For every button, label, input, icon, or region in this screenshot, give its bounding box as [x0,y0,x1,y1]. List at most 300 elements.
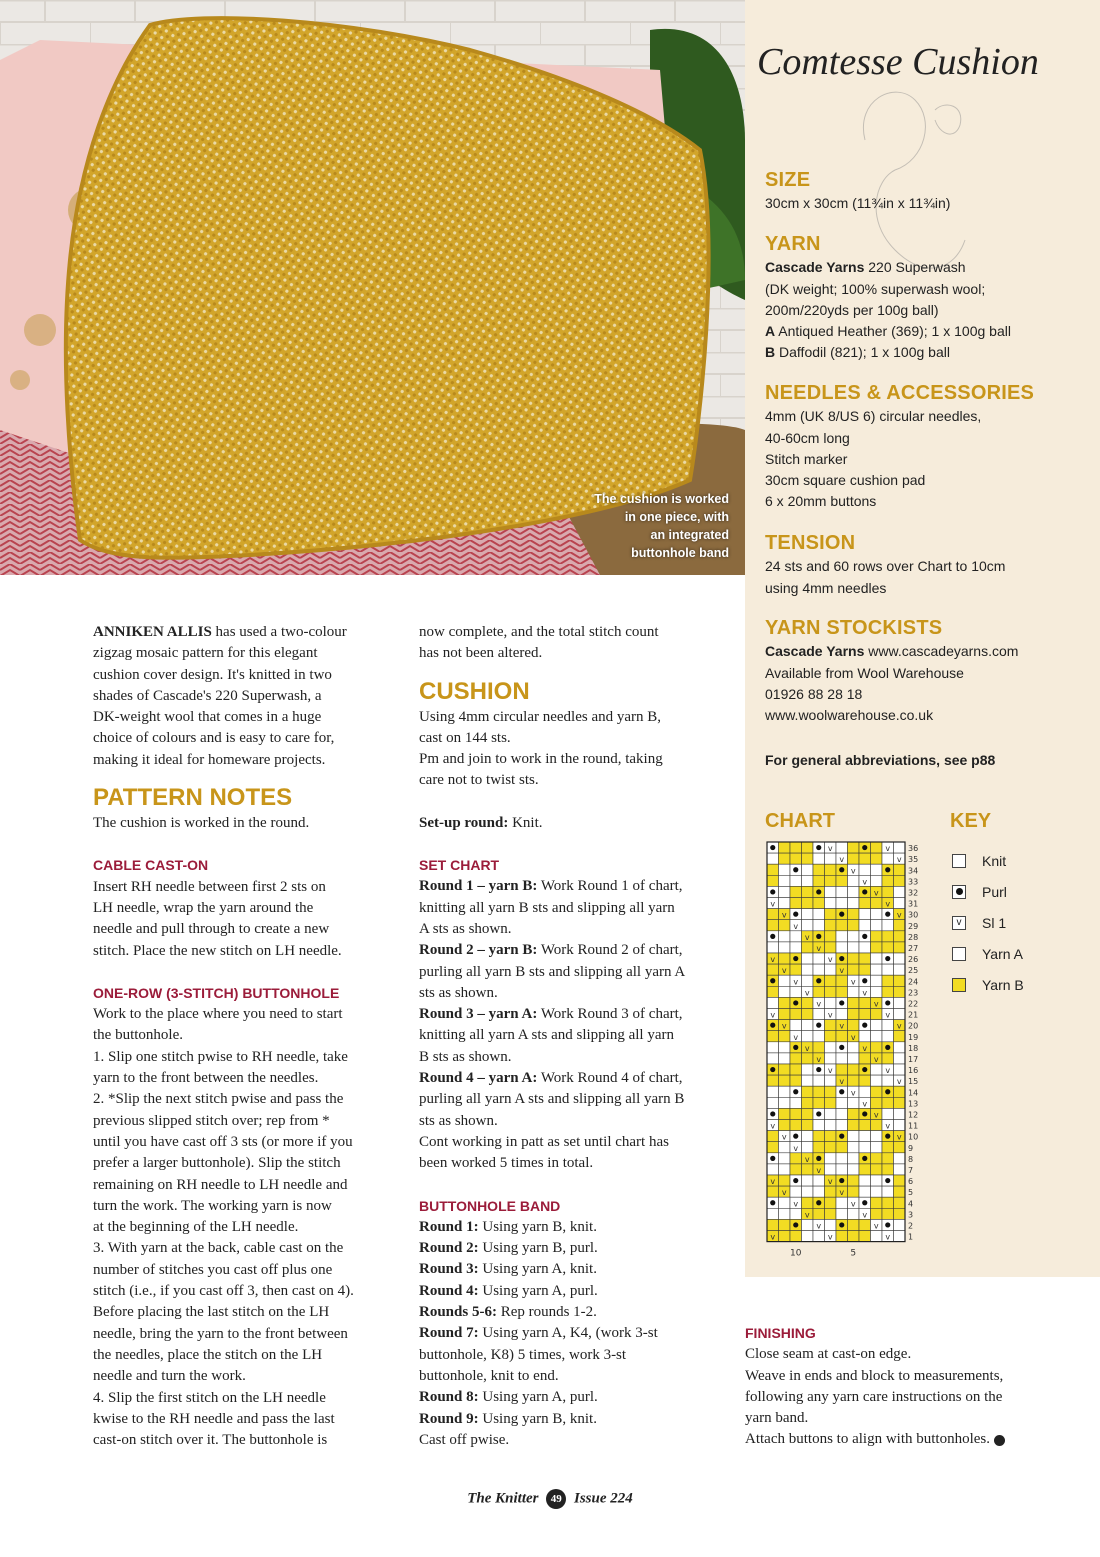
band-round [419,1409,734,1430]
buttonhole-line: kwise to the RH needle and pass the last [93,1410,335,1427]
chart-cell [825,1120,837,1131]
cable-line: Insert RH needle between first 2 sts on [93,878,326,895]
needles-heading: NEEDLES & ACCESSORIES [765,382,1035,404]
chart-cell [802,875,814,886]
chart-cell [790,842,802,853]
cushion-heading: CUSHION [419,677,530,705]
slip-mark: v [793,1199,799,1209]
slip-mark: v [896,1077,902,1087]
chart-cell [779,997,791,1008]
intro-line: making it ideal for homeware projects. [93,751,326,768]
chart-cell [767,909,779,920]
chart-cell [871,1197,883,1208]
chart-cell [779,1142,791,1153]
chart-cell [836,1009,848,1020]
slip-mark: v [827,844,833,854]
chart-row-number: 29 [908,921,919,931]
page-footer [0,1489,1100,1509]
column-2 [419,622,734,1451]
chart-cell [882,1208,894,1219]
chart-cell [813,1208,825,1219]
chart-cell [790,1186,802,1197]
finishing-line: yarn band. [745,1410,809,1427]
yarn-detail: 200m/220yds per 100g ball) [765,301,939,318]
chart-cell [813,909,825,920]
chart-cell [848,920,860,931]
purl-dot [885,1089,890,1094]
purl-dot [839,1000,844,1005]
chart-cell [802,1086,814,1097]
key-item-yarn-b [952,969,1024,1000]
band-round [419,1281,734,1302]
purl-dot [839,912,844,917]
chart-cell [871,953,883,964]
purl-dot [816,1067,821,1072]
chart-row-number: 11 [908,1121,919,1131]
buttonhole-line: number of stitches you cast off plus one [93,1261,333,1278]
chart-cell [813,875,825,886]
slip-mark: v [816,1055,822,1064]
chart-row-number: 8 [908,1154,914,1164]
slip-mark: v [793,1032,799,1042]
chart-cell [790,986,802,997]
chart-cell [882,942,894,953]
cushion-line: care not to twist sts. [419,772,539,789]
chart-cell [882,886,894,897]
slip-mark: v [873,1110,879,1120]
chart-cell [790,1097,802,1108]
chart-cell [848,1208,860,1219]
chart-cell [813,1097,825,1108]
key-heading: KEY [950,810,992,832]
magazine-name: The Knitter [467,1490,539,1507]
purl-dot [816,1200,821,1205]
chart-cell [802,1020,814,1031]
purl-dot [770,889,775,894]
chart-cell [848,1231,860,1242]
chart-cell [882,1197,894,1208]
needles-line: Stitch marker [765,450,848,467]
chart-cell [779,1164,791,1175]
yarn-section [765,234,1085,364]
buttonhole-band-heading: BUTTONHOLE BAND [419,1197,561,1214]
chart-cell [802,1064,814,1075]
chart-cell [779,842,791,853]
stockist-line: Available from Wool Warehouse [765,664,964,681]
purl-dot [793,1134,798,1139]
purl-dot [793,1089,798,1094]
slip-mark: v [850,1199,856,1209]
slip-mark: v [885,1121,891,1131]
chart-cell [779,1053,791,1064]
chart-cell [767,1031,779,1042]
buttonhole-line: yarn to the front between the needles. [93,1070,319,1087]
slip-mark: v [873,999,879,1009]
purl-dot [885,1000,890,1005]
chart-cell [825,1031,837,1042]
band-round-text: Using yarn B, knit. [478,1218,597,1235]
slip-mark: v [804,988,810,998]
chart-cell [836,1197,848,1208]
chart-cell [767,864,779,875]
intro-paragraph [93,622,408,643]
chart-cell [848,997,860,1008]
purl-dot [862,1156,867,1161]
stockist-brand: Cascade Yarns [765,643,865,660]
purl-dot [839,1045,844,1050]
chart-cell [882,920,894,931]
chart-cell [825,942,837,953]
slip-mark: v [885,844,891,854]
chart-row-number: 33 [908,877,919,887]
chart-cell [848,1219,860,1230]
slip-mark: v [873,1221,879,1231]
yarn-brand: Cascade Yarns [765,259,865,276]
slip-mark: v [850,977,856,987]
chart-row-number: 27 [908,944,919,953]
chart-cell [767,964,779,975]
setup-round [419,813,734,834]
purl-dot [770,1023,775,1028]
chart-cell [871,920,883,931]
chart-cell [894,931,906,942]
chart-cell [848,986,860,997]
chart-cell [859,942,871,953]
chart-row-number: 31 [908,899,919,909]
slip-mark: v [793,1143,799,1153]
chart-cell [894,1197,906,1208]
band-line: buttonhole, knit to end. [419,1367,559,1384]
yarn-a-label: A [765,323,776,340]
chart-cell [813,964,825,975]
size-section [765,170,1085,215]
chart-cell [871,975,883,986]
buttonhole-band-rounds [419,1217,734,1345]
band-line: buttonhole, K8) 5 times, work 3-st [419,1346,627,1363]
chart-cell [871,909,883,920]
slip-mark: v [839,966,845,976]
chart-cell [802,975,814,986]
chart-cell [779,920,791,931]
slip-mark: v [850,1032,856,1042]
chart-cell [767,997,779,1008]
band-round [419,1323,734,1344]
chart-row-number: 5 [908,1188,914,1198]
purl-dot [793,1222,798,1227]
chart-row-number: 7 [908,1166,914,1175]
chart-cell [790,853,802,864]
set-chart-heading: SET CHART [419,857,500,874]
slip-mark: v [770,955,776,965]
buttonhole-heading: ONE-ROW (3-STITCH) BUTTONHOLE [93,984,340,1001]
purl-dot [862,934,867,939]
chart-row-number: 15 [908,1077,919,1087]
chart-cell [882,1142,894,1153]
chart-row-number: 10 [908,1132,919,1142]
slip-mark: v [827,1177,833,1187]
chart-cell [848,1042,860,1053]
chart-cell [871,1097,883,1108]
yarn-b-swatch-icon [952,978,966,992]
stockist-phone: 01926 88 28 18 [765,685,863,702]
needles-line: 6 x 20mm buttons [765,493,877,510]
cont-line: has not been altered. [419,645,543,662]
purl-dot [770,1156,775,1161]
chart-cell [790,1064,802,1075]
buttonhole-line: the buttonhole. [93,1027,183,1044]
chart-cell [848,1075,860,1086]
chart-cell [848,1020,860,1031]
chart-cell [790,1208,802,1219]
purl-dot [816,1023,821,1028]
intro-line: zigzag mosaic pattern for this elegant [93,645,318,662]
chart-cell [779,898,791,909]
slip-mark: v [862,1210,868,1220]
issue-number: Issue 224 [574,1490,633,1507]
band-round-text: Using yarn B, purl. [478,1240,598,1257]
chart-cell [790,1009,802,1020]
purl-dot [816,934,821,939]
finishing-last-line [745,1429,1075,1450]
chart-cell [871,931,883,942]
chart-cell [836,886,848,897]
chart-row-number: 21 [908,1010,919,1020]
chart-cell [825,1153,837,1164]
key-item-knit [952,845,1024,876]
cable-line: stitch. Place the new stitch on LH needle. [93,942,342,959]
chart-cell [767,986,779,997]
chart-cell [894,1153,906,1164]
abbreviations-note: For general abbreviations, see p88 [765,752,996,768]
chart-row-number: 23 [908,988,919,998]
chart-cell [894,975,906,986]
chart-cell [871,1142,883,1153]
chart-cell [825,909,837,920]
chart-cell [871,842,883,853]
purl-dot [862,1200,867,1205]
page-number: 49 [546,1489,566,1509]
photo-caption [569,490,729,562]
needles-section [765,383,1085,513]
chart-cell [790,898,802,909]
chart-cell [894,1164,906,1175]
chart-cell [871,1075,883,1086]
chart-cell [813,1086,825,1097]
chart-round-label: Round 2 – yarn B: [419,942,538,959]
key-item-purl [952,876,1024,907]
slip-mark: v [770,1232,776,1242]
slip-mark: v [839,855,845,865]
chart-cell [894,1208,906,1219]
buttonhole-line: stitch (i.e., if you cast off 3, then cast on 4). [93,1283,354,1300]
chart-cell [802,1075,814,1086]
chart-row-number: 24 [908,977,919,987]
chart-cell [779,1031,791,1042]
cable-line: needle and pull through to create a new [93,921,330,938]
chart-cell [779,953,791,964]
chart-cell [859,864,871,875]
chart-cell [871,1064,883,1075]
chart-cell [802,1219,814,1230]
chart-cell [871,986,883,997]
buttonhole-line: prefer a larger buttonhole). Slip the stitch [93,1155,341,1172]
slip-mark: v [770,1177,776,1187]
slip-mark: v [839,1077,845,1087]
chart-cell [859,1009,871,1020]
chart-row-number: 30 [908,910,919,920]
chart-round-line: B sts as shown. [419,1048,512,1065]
chart-cell [802,964,814,975]
intro-line: DK-weight wool that comes in a huge [93,709,322,726]
purl-dot [839,1134,844,1139]
chart-cell [825,1053,837,1064]
chart-cell [871,1208,883,1219]
purl-dot [793,867,798,872]
cushion-line: Pm and join to work in the round, taking [419,751,663,768]
purl-dot [839,867,844,872]
chart-row-number: 16 [908,1066,919,1076]
chart-cell [790,1020,802,1031]
purl-dot [885,912,890,917]
intro-line: choice of colours and is easy to care for, [93,730,335,747]
slip-mark: v [873,1055,879,1064]
chart-cell [767,1075,779,1086]
chart-cell [871,1009,883,1020]
chart-cell [894,997,906,1008]
chart-cell [882,1164,894,1175]
chart-cell [790,1053,802,1064]
chart-cell [825,1097,837,1108]
chart-cell [882,875,894,886]
chart-cell [779,1219,791,1230]
chart-cell [790,1153,802,1164]
chart-cell [836,842,848,853]
chart-row-number: 25 [908,966,919,976]
needles-line: 30cm square cushion pad [765,472,926,489]
band-round [419,1238,734,1259]
chart-cell [779,1175,791,1186]
chart-cell [790,1120,802,1131]
chart-row-number: 17 [908,1055,919,1064]
purl-dot [816,978,821,983]
chart-cell [813,1042,825,1053]
buttonhole-line: Work to the place where you need to start [93,1006,343,1023]
chart-cell [767,875,779,886]
chart-row-number: 35 [908,855,919,865]
chart-cell [882,931,894,942]
chart-cell [825,1142,837,1153]
chart-cell [894,1097,906,1108]
purl-symbol-icon [952,885,966,899]
tension-section [765,533,1085,599]
slip-mark: v [862,988,868,998]
purl-dot [770,1111,775,1116]
chart-cell [894,1108,906,1119]
chart-cell [894,1064,906,1075]
chart-cell [790,931,802,942]
chart-cell [871,1164,883,1175]
slip-mark: v [804,1043,810,1053]
chart-round-line: purling all yarn A sts and slipping all yarn B [419,1091,685,1108]
chart-cell [813,1031,825,1042]
purl-dot [862,1111,867,1116]
buttonhole-line: until you have cast off 3 sts (or more if you [93,1133,353,1150]
chart-heading: CHART [765,810,835,832]
band-round-text: Using yarn A, purl. [478,1282,598,1299]
chart-row-number: 9 [908,1143,914,1153]
chart-row-number: 18 [908,1043,919,1053]
chart-cell [859,898,871,909]
chart-cell [802,1053,814,1064]
chart-cell [848,853,860,864]
slip-mark: v [816,944,822,953]
slip-mark: v [885,1010,891,1020]
slip-mark: v [770,1121,776,1131]
chart-round-text: Work Round 4 of chart, [537,1070,683,1087]
purl-dot [770,1200,775,1205]
setup-label: Set-up round: [419,814,509,831]
chart-cell [802,1108,814,1119]
chart-round-line: knitting all yarn A sts and slipping all yarn [419,1027,674,1044]
cast-off-line: Cast off pwise. [419,1431,510,1448]
yarn-a-line [765,321,1085,342]
slip-mark: v [770,1010,776,1020]
cont-work-line: Cont working in patt as set until chart has [419,1133,669,1150]
purl-dot [839,1089,844,1094]
key-label: Yarn A [982,945,1023,962]
slip-mark: v [781,1132,787,1142]
chart-cell [859,997,871,1008]
band-round-label: Round 3: [419,1261,479,1278]
chart-cell [859,1031,871,1042]
buttonhole-line: previous slipped stitch over; rep from * [93,1112,330,1129]
chart-cell [802,1175,814,1186]
setup-text: Knit. [508,814,543,831]
chart-cell [859,1120,871,1131]
chart-cell [894,1186,906,1197]
slip-mark: v [816,1221,822,1231]
purl-dot [885,1178,890,1183]
chart-cell [836,986,848,997]
slip-mark: v [850,1088,856,1098]
chart-round [419,876,734,897]
cont-work-line: been worked 5 times in total. [419,1155,594,1172]
slip-mark: v [827,1010,833,1020]
chart-cell [894,920,906,931]
yarn-b-label: B [765,344,776,361]
purl-dot [885,956,890,961]
chart-cell [825,997,837,1008]
chart-cell [859,853,871,864]
purl-dot [862,845,867,850]
buttonhole-line: 4. Slip the first stitch on the LH needle [93,1389,326,1406]
chart-row-number: 14 [908,1088,919,1098]
chart-cell [859,1231,871,1242]
buttonhole-line: needle, bring the yarn to the front between [93,1325,348,1342]
buttonhole-line: Before placing the last stitch on the LH [93,1304,330,1321]
chart-cell [894,1219,906,1230]
chart-round-line: sts as shown. [419,1112,498,1129]
chart-cell [871,898,883,909]
chart-cell [894,1231,906,1242]
chart-row-number: 1 [908,1232,914,1242]
chart-cell [790,1108,802,1119]
chart-cell [813,853,825,864]
intro-line: shades of Cascade's 220 Superwash, a [93,687,322,704]
band-round-label: Round 4: [419,1282,479,1299]
chart-cell [779,942,791,953]
chart-key [952,845,1024,1000]
